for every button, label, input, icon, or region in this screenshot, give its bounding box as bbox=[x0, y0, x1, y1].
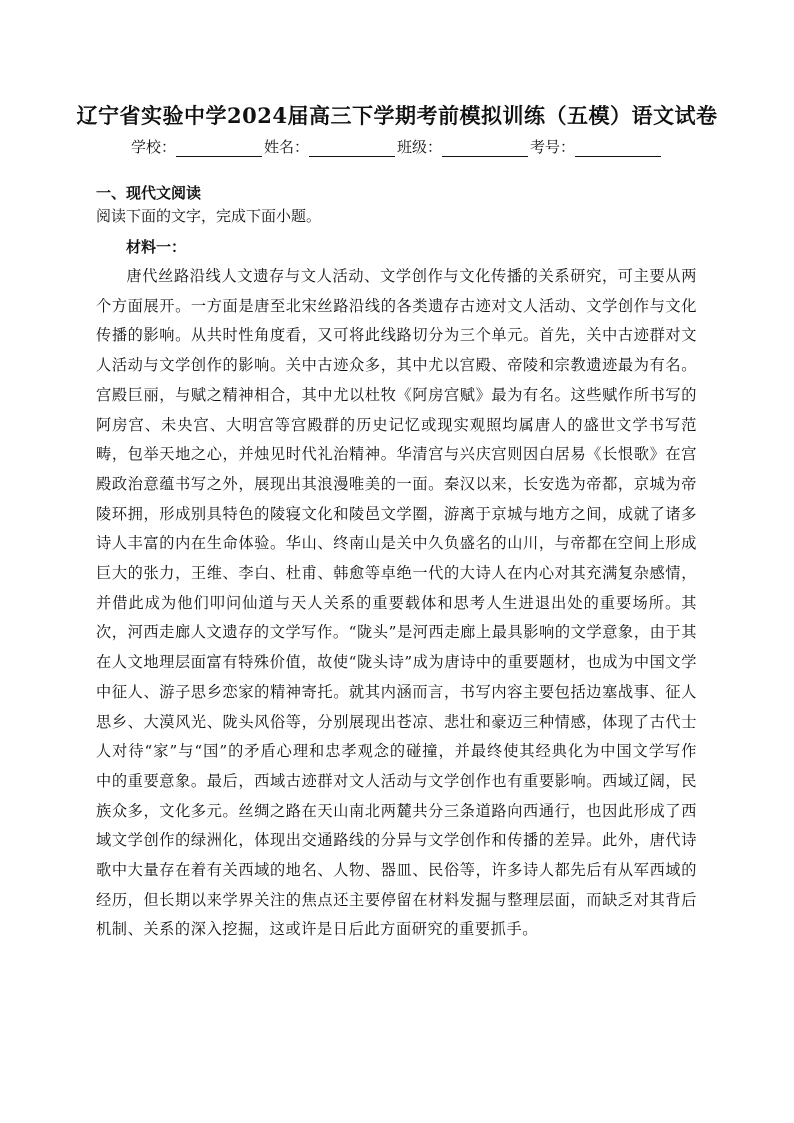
student-info-line bbox=[0, 136, 794, 157]
reading-passage: 唐代丝路沿线人文遗存与文人活动、文学创作与文化传播的关系研究，可主要从两个方面展开。一方面是唐至北宋丝路沿线的各类遗存古迹对文人活动、文学创作与文化传播的影响。从共时性角度看，又可将此线路切分为三个单元。首先，关中古迹群对文人活动与文学创作的影响。关中古迹众多，其中尤以宫殿、帝陵和宗教遗迹最为有名。宫殿巨丽，与赋之精神相合，其中尤以杜牧《阿房宫赋》最为有名。这些赋作所书写的阿房宫、未央宫、大明宫等宫殿群的历史记忆或现实观照均属唐人的盛世文学书写范畴，包举天地之心，并烛见时代礼治精神。华清宫与兴庆宫则因白居易《长恨歌》在宫殿政治意蕴书写之外，展现出其浪漫唯美的一面。秦汉以来，长安选为帝都，京城为帝陵环拥，形成别具特色的陵寝文化和陵邑文学圈，游离于京城与地方之间，成就了诸多诗人丰富的内在生命体验。华山、终南山是关中久负盛名的山川，与帝都在空间上形成巨大的张力，王维、李白、杜甫、韩愈等卓绝一代的大诗人在内心对其充满复杂感情，并借此成为他们叩问仙道与天人关系的重要载体和思考人生进退出处的重要场所。其次，河西走廊人文遗存的文学写作。“陇头”是河西走廊上最具影响的文学意象，由于其在人文地理层面富有特殊价值，故使“陇头诗”成为唐诗中的重要题材，也成为中国文学中征人、游子思乡恋家的精神寄托。就其内涵而言，书写内容主要包括边塞战事、征人思乡、大漠风光、陇头风俗等，分别展现出苍凉、悲壮和豪迈三种情感，体现了古代士人对待“家”与“国”的矛盾心理和忠孝观念的碰撞，并最终使其经典化为中国文学写作中的重要意象。最后，西域古迹群对文人活动与文学创作也有重要影响。西域辽阔，民族众多，文化多元。丝绸之路在天山南北两麓共分三条道路向西通行，也因此形成了西域文学创作的绿洲化，体现出交通路线的分异与文学创作和传播的差异。此外，唐代诗歌中大量存在着有关西域的地名、人物、器皿、民俗等，许多诗人都先后有从军西域的经历，但长期以来学界关注的焦点还主要停留在材料发掘与整理层面，而缺乏对其背后机制、关系的深入挖掘，这或许是日后此方面研究的重要抓手。 bbox=[96, 267, 697, 939]
class-blank[interactable] bbox=[442, 142, 528, 157]
exam-number-label: 考号： bbox=[530, 138, 576, 156]
school-blank[interactable] bbox=[176, 142, 262, 157]
section-heading: 一、现代文阅读 bbox=[96, 184, 202, 202]
exam-number-blank[interactable] bbox=[575, 142, 661, 157]
reading-instruction: 阅读下面的文字，完成下面小题。 bbox=[96, 207, 322, 225]
class-label: 班级： bbox=[397, 138, 443, 156]
name-label: 姓名： bbox=[263, 138, 309, 156]
exam-title: 辽宁省实验中学2024届高三下学期考前模拟训练（五模）语文试卷 bbox=[76, 103, 718, 128]
material-label: 材料一： bbox=[126, 238, 187, 256]
name-blank[interactable] bbox=[309, 142, 395, 157]
school-label: 学校： bbox=[130, 138, 176, 156]
